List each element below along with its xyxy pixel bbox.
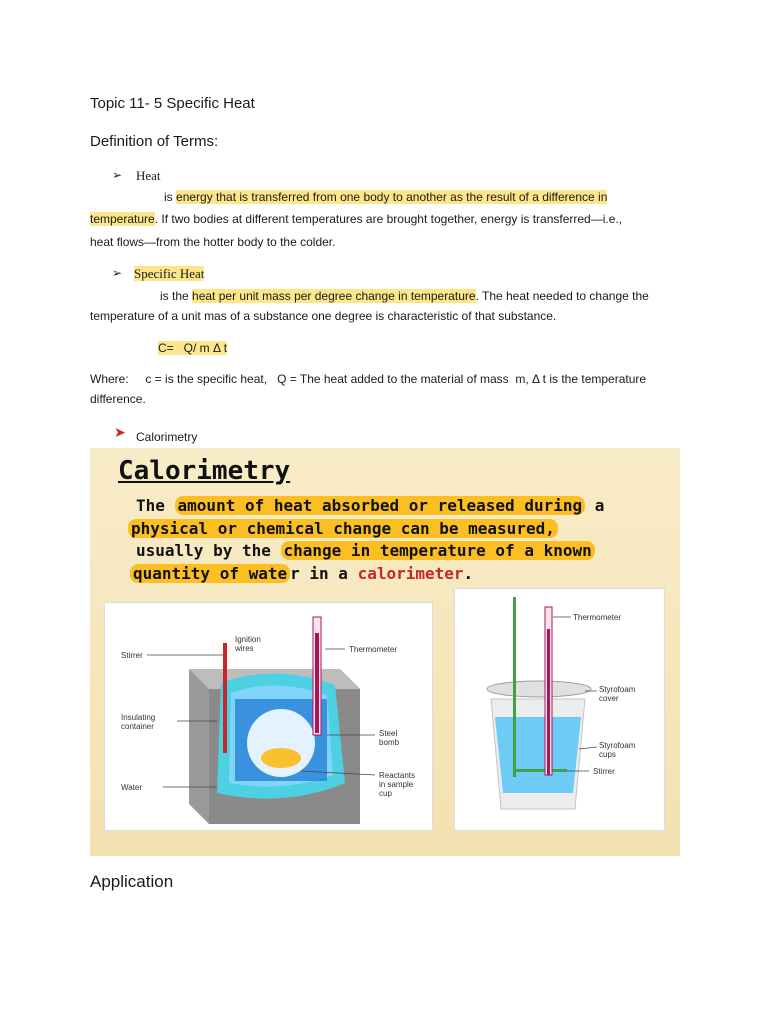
heat-term: Heat [136, 168, 161, 183]
where-line2: difference. [90, 392, 146, 406]
figure-text-line1: The amount of heat absorbed or released during a [136, 496, 605, 515]
arrow-bullet-icon: ➢ [112, 168, 123, 182]
label-thermometer: Thermometer [349, 645, 398, 654]
label-cup-thermometer: Thermometer [573, 613, 622, 622]
application-heading: Application [90, 872, 174, 891]
figure-text-line2: physical or chemical change can be measured, [128, 519, 558, 538]
figure-text-line3: usually by the change in temperature of a known [136, 541, 595, 560]
label-ignition-wires: Ignition wires [235, 635, 261, 653]
label-styrofoam-cups: Styrofoam cups [599, 741, 636, 759]
heat-definition-line2 [90, 208, 622, 230]
heat-is: is [164, 190, 173, 204]
label-water: Water [121, 783, 143, 792]
specific-heat-rest1: . The heat needed to change the [475, 289, 649, 303]
specific-heat-highlight: heat per unit mass per degree change in temperature [192, 289, 476, 303]
label-insulating-container: Insulating container [121, 713, 156, 731]
calorimetry-figure [90, 448, 680, 856]
page-title: Topic 11- 5 Specific Heat [90, 95, 255, 112]
formula: C= Q/ m Δ t [158, 341, 228, 355]
specific-heat-term: Specific Heat [134, 266, 205, 281]
bomb-calorimeter-panel [104, 602, 433, 831]
heat-highlight-2: temperature [90, 212, 155, 226]
arrow-bullet-icon: ➢ [112, 266, 123, 280]
label-reactants: Reactants in sample cup [379, 771, 416, 798]
coffee-cup-calorimeter-panel [454, 588, 665, 831]
calorimetry-bullet-label: Calorimetry [136, 430, 198, 444]
heat-highlight-1: energy that is transferred from one body to another as the result of a difference in [176, 190, 608, 204]
where-line1: Where: c = is the specific heat, Q = The heat added to the material of mass m, Δ t is the temperature [90, 372, 647, 386]
label-styrofoam-cover: Styrofoam cover [599, 685, 636, 703]
definitions-heading: Definition of Terms: [90, 133, 219, 150]
specific-heat-line2: temperature of a unit mas of a substance one degree is characteristic of that substance. [90, 309, 557, 323]
label-steel-bomb: Steel bomb [379, 729, 400, 747]
specific-heat-is: is the [160, 289, 189, 303]
coffee-cup-calorimeter-illustration [455, 589, 664, 830]
red-arrow-bullet-icon: ➤ [114, 424, 126, 440]
heat-definition-line3: heat flows—from the hotter body to the colder. [90, 235, 336, 249]
label-cup-stirrer: Stirrer [593, 767, 615, 776]
figure-text-line4: quantity of wate r in a calorimeter. [130, 564, 473, 583]
heat-definition-line1 [164, 186, 607, 208]
label-stirrer: Stirrer [121, 651, 143, 660]
specific-heat-line1 [160, 285, 649, 307]
figure-title: Calorimetry [118, 456, 291, 486]
heat-rest-1: . If two bodies at different temperatures are brought together, energy is transferred—i.e., [154, 212, 623, 226]
